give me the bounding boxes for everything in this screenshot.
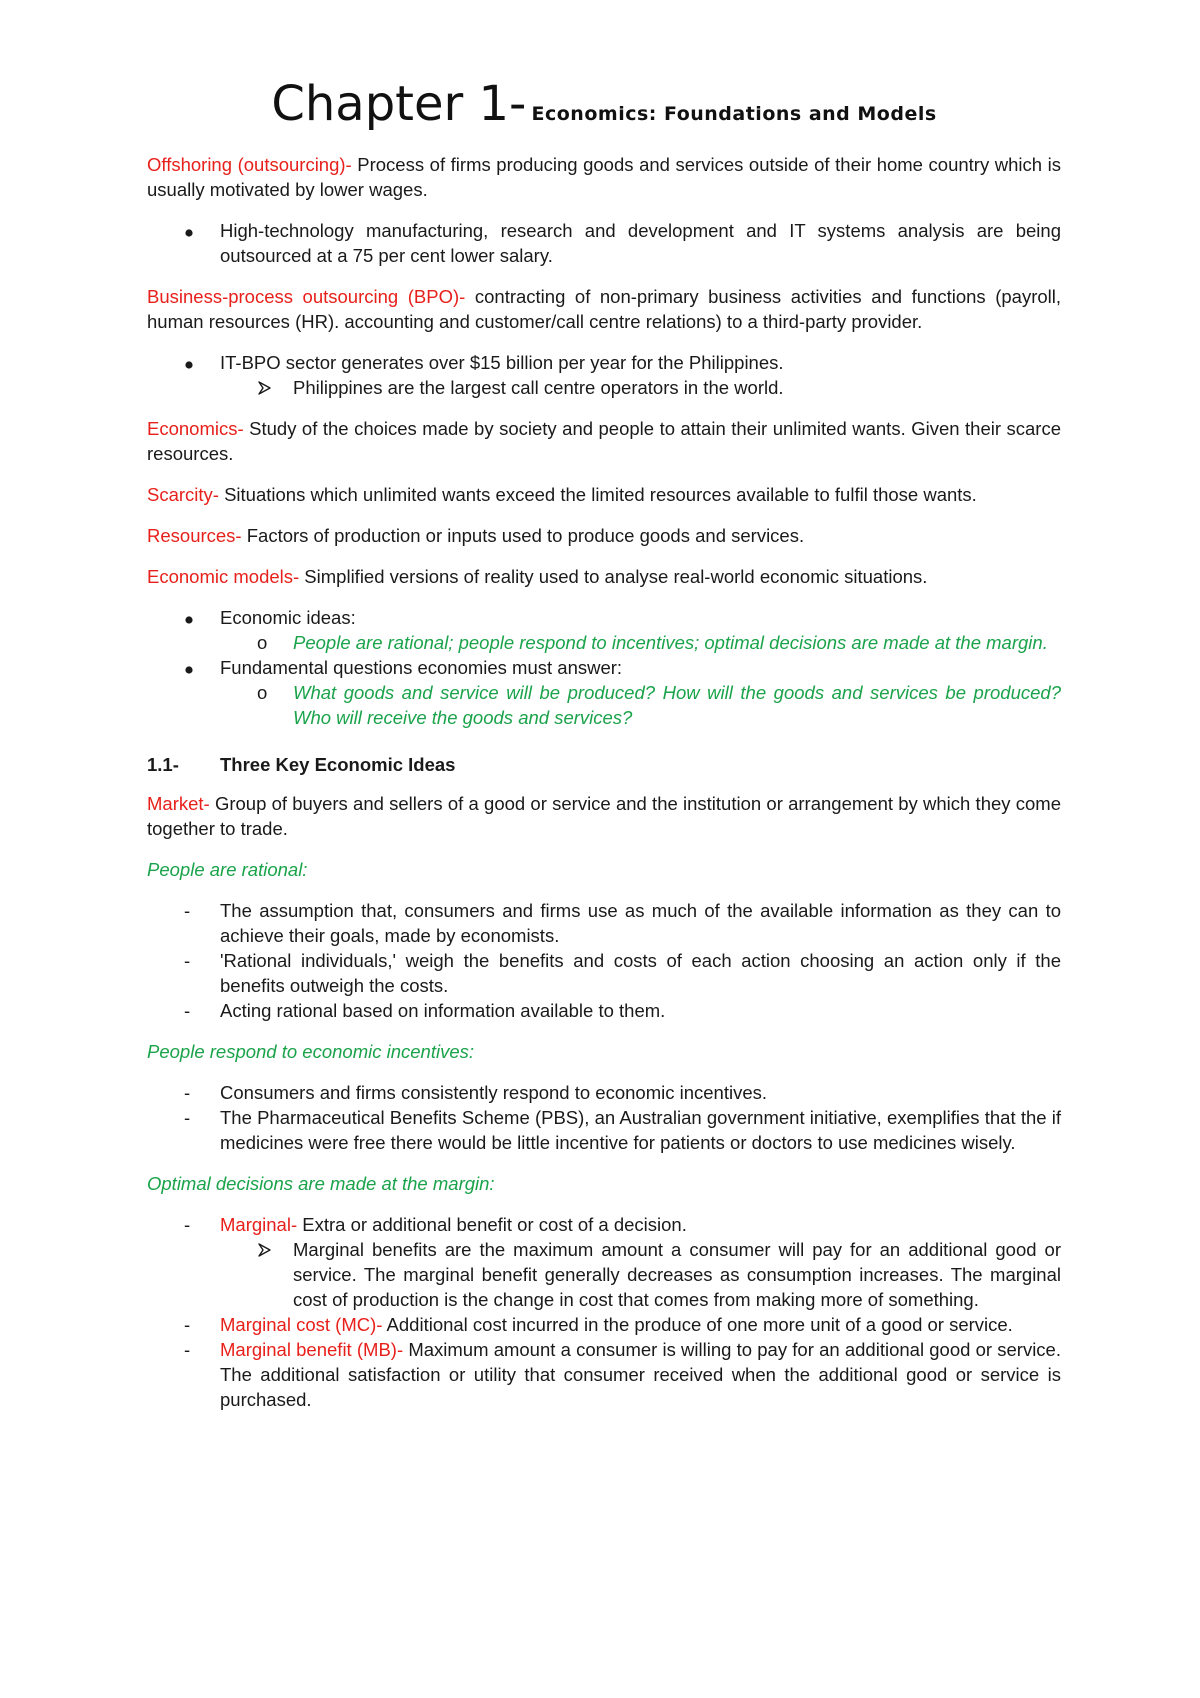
bpo-definition bbox=[147, 284, 1061, 334]
models-text: Simplified versions of reality used to analyse real-world economic situations. bbox=[299, 566, 928, 587]
incentives-heading: People respond to economic incentives: bbox=[147, 1041, 475, 1062]
document-content bbox=[147, 74, 1061, 1428]
chapter-title-main: Chapter 1- bbox=[271, 76, 527, 132]
resources-text: Factors of production or inputs used to produce goods and services. bbox=[241, 525, 805, 546]
list-item-text: 'Rational individuals,' weigh the benefits and costs of each action choosing an action only if the benefits outweigh the costs. bbox=[220, 950, 1061, 996]
questions-label: Fundamental questions economies must answer: bbox=[220, 657, 623, 678]
dash-marker: - bbox=[184, 1082, 191, 1103]
list-item bbox=[147, 350, 1061, 375]
list-item bbox=[147, 898, 1061, 948]
bullet-icon bbox=[184, 655, 204, 680]
list-item bbox=[147, 630, 1061, 655]
section-title: Three Key Economic Ideas bbox=[220, 754, 456, 775]
section-number: 1.1- bbox=[147, 754, 179, 775]
marginal-text: Extra or additional benefit or cost of a decision. bbox=[297, 1214, 687, 1235]
list-item-text: The Pharmaceutical Benefits Scheme (PBS), an Australian government initiative, exemplifies that the if medicines were free there would be little incentive for patients or doctors to use medicines wisely. bbox=[220, 1107, 1061, 1153]
list-item bbox=[147, 1237, 1061, 1312]
economics-definition bbox=[147, 416, 1061, 466]
bullet-icon bbox=[184, 605, 204, 630]
dash-marker: - bbox=[184, 1214, 191, 1235]
list-item bbox=[147, 605, 1061, 630]
term-economics: Economics- bbox=[147, 418, 244, 439]
list-item bbox=[147, 1105, 1061, 1155]
chapter-title-subtitle: Economics: Foundations and Models bbox=[531, 103, 937, 125]
economics-text: Study of the choices made by society and people to attain their unlimited wants. Given their scarce resources. bbox=[147, 418, 1061, 464]
offshoring-list bbox=[147, 218, 1061, 268]
rational-heading: People are rational: bbox=[147, 859, 308, 880]
list-item-text: Consumers and firms consistently respond to economic incentives. bbox=[220, 1082, 768, 1103]
circle-marker: o bbox=[257, 682, 268, 703]
term-bpo: Business-process outsourcing (BPO)- bbox=[147, 286, 466, 307]
offshoring-definition bbox=[147, 152, 1061, 202]
term-marginal: Marginal- bbox=[220, 1214, 298, 1235]
models-list bbox=[147, 605, 1061, 730]
arrowhead-icon bbox=[257, 1237, 277, 1262]
list-item-text: Acting rational based on information available to them. bbox=[220, 1000, 666, 1021]
list-item bbox=[147, 1312, 1061, 1337]
term-resources: Resources- bbox=[147, 525, 242, 546]
list-item bbox=[147, 948, 1061, 998]
dash-marker: - bbox=[184, 1107, 191, 1128]
list-item-text: The assumption that, consumers and firms use as much of the available information as they can to achieve their goals, made by economists. bbox=[220, 900, 1061, 946]
bullet-icon bbox=[184, 350, 204, 375]
dash-marker: - bbox=[184, 900, 191, 921]
bpo-list bbox=[147, 350, 1061, 400]
term-offshoring: Offshoring (outsourcing)- bbox=[147, 154, 352, 175]
marginal-sub-text: Marginal benefits are the maximum amount a consumer will pay for an additional good or service. The marginal benefit generally decreases as consumption increases. The marginal cost of production is the change in cost that comes from making more of something. bbox=[293, 1239, 1061, 1310]
term-economic-models: Economic models- bbox=[147, 566, 300, 587]
market-definition bbox=[147, 791, 1061, 841]
margin-heading: Optimal decisions are made at the margin: bbox=[147, 1173, 495, 1194]
models-definition bbox=[147, 564, 1061, 589]
marginal-benefit-text: Maximum amount a consumer is willing to pay for an additional good or service. The additional satisfaction or utility that consumer received when the additional good or service is purchased. bbox=[220, 1339, 1061, 1410]
chapter-title bbox=[147, 74, 1061, 144]
ideas-detail: People are rational; people respond to incentives; optimal decisions are made at the margin. bbox=[293, 632, 1048, 653]
dash-marker: - bbox=[184, 1339, 191, 1360]
term-market: Market- bbox=[147, 793, 210, 814]
dash-marker: - bbox=[184, 950, 191, 971]
section-heading bbox=[147, 752, 1061, 777]
dash-marker: - bbox=[184, 1314, 191, 1335]
list-item bbox=[147, 375, 1061, 400]
list-item bbox=[147, 680, 1061, 730]
bullet-icon bbox=[184, 218, 204, 243]
list-item bbox=[147, 1080, 1061, 1105]
questions-detail: What goods and service will be produced? How will the goods and services be produced? Who will receive the goods and services? bbox=[293, 682, 1061, 728]
list-item bbox=[147, 655, 1061, 680]
dash-marker: - bbox=[184, 1000, 191, 1021]
rational-list bbox=[147, 898, 1061, 1023]
offshoring-text: Process of firms producing goods and services outside of their home country which is usually motivated by lower wages. bbox=[147, 154, 1061, 200]
list-item bbox=[147, 218, 1061, 268]
ideas-label: Economic ideas: bbox=[220, 607, 356, 628]
arrowhead-icon bbox=[257, 375, 277, 400]
resources-definition bbox=[147, 523, 1061, 548]
term-marginal-benefit: Marginal benefit (MB)- bbox=[220, 1339, 404, 1360]
circle-marker: o bbox=[257, 632, 268, 653]
margin-list bbox=[147, 1212, 1061, 1412]
list-item bbox=[147, 1212, 1061, 1237]
scarcity-definition bbox=[147, 482, 1061, 507]
marginal-cost-text: Additional cost incurred in the produce of one more unit of a good or service. bbox=[382, 1314, 1013, 1335]
offshoring-bullet-text: High-technology manufacturing, research and development and IT systems analysis are being outsourced at a 75 per cent lower salary. bbox=[220, 220, 1061, 266]
incentives-list bbox=[147, 1080, 1061, 1155]
list-item bbox=[147, 998, 1061, 1023]
bpo-sub-bullet-text: Philippines are the largest call centre operators in the world. bbox=[293, 377, 784, 398]
term-scarcity: Scarcity- bbox=[147, 484, 219, 505]
bpo-bullet-text: IT-BPO sector generates over $15 billion per year for the Philippines. bbox=[220, 352, 784, 373]
term-marginal-cost: Marginal cost (MC)- bbox=[220, 1314, 383, 1335]
market-text: Group of buyers and sellers of a good or service and the institution or arrangement by which they come together to trade. bbox=[147, 793, 1061, 839]
list-item bbox=[147, 1337, 1061, 1412]
scarcity-text: Situations which unlimited wants exceed the limited resources available to fulfil those wants. bbox=[218, 484, 977, 505]
bpo-text: contracting of non-primary business activities and functions (payroll, human resources (HR). accounting and customer/call centre relations) to a third-party provider. bbox=[147, 286, 1062, 332]
